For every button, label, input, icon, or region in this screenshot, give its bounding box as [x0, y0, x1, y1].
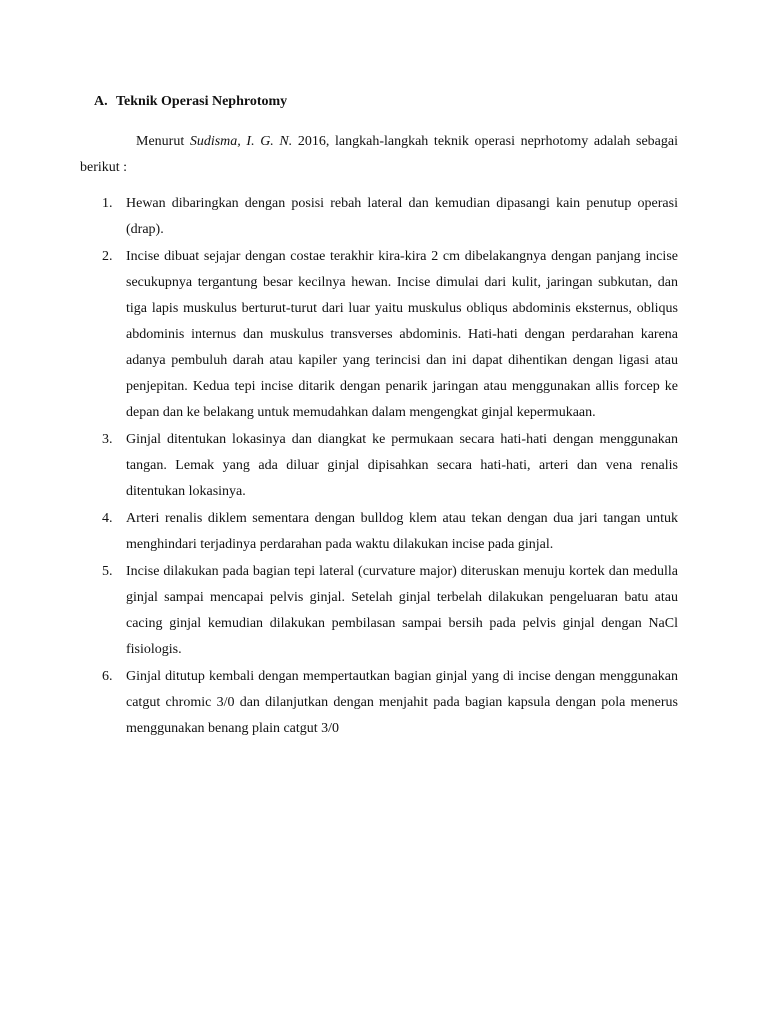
list-item	[80, 506, 678, 558]
step-number: 3.	[102, 432, 113, 447]
section-letter: A.	[94, 94, 108, 109]
section-title: Teknik Operasi Nephrotomy	[116, 94, 288, 109]
step-text: Arteri renalis diklem sementara dengan bulldog klem atau tekan dengan dua jari tangan untuk menghindari terjadinya perdarahan pada waktu dilakukan incise pada ginjal.	[126, 511, 678, 552]
step-text: Incise dibuat sejajar dengan costae terakhir kira-kira 2 cm dibelakangnya dengan panjang incise secukupnya tergantung besar kecilnya hewan. Incise dimulai dari kulit, jaringan subkutan, dan tiga lapis muskulus berturut-turut dari luar yaitu muskulus obliqus abdominis eksternus, obliqus abdominis internus dan muskulus transverses abdominis. Hati-hati dengan perdarahan karena adanya pembuluh darah atau kapiler yang terincisi dan ini dapat dihentikan dengan ligasi atau penjepitan. Kedua tepi incise ditarik dengan penarik jaringan atau menggunakan allis forcep ke depan dan ke belakang untuk memudahkan dalam mengengkat ginjal kepermukaan.	[126, 249, 678, 420]
step-number: 2.	[102, 249, 113, 264]
step-number: 6.	[102, 669, 113, 684]
list-item	[80, 559, 678, 663]
list-item	[80, 244, 678, 426]
intro-citation: Sudisma, I. G. N.	[189, 134, 293, 149]
steps-list	[80, 191, 678, 743]
list-item	[80, 664, 678, 742]
step-text: Ginjal ditutup kembali dengan mempertautkan bagian ginjal yang di incise dengan menggunakan catgut chromic 3/0 dan dilanjutkan dengan menjahit pada bagian kapsula dengan pola menerus menggunakan benang plain catgut 3/0	[126, 669, 678, 736]
step-text: Ginjal ditentukan lokasinya dan diangkat ke permukaan secara hati-hati dengan menggunakan tangan. Lemak yang ada diluar ginjal dipisahkan secara hati-hati, arteri dan vena renalis ditentukan lokasinya.	[126, 432, 678, 499]
list-item	[80, 427, 678, 505]
list-item	[80, 191, 678, 243]
section-heading	[94, 93, 287, 111]
step-number: 4.	[102, 511, 113, 526]
intro-prefix: Menurut	[136, 134, 190, 149]
step-text: Hewan dibaringkan dengan posisi rebah lateral dan kemudian dipasangi kain penutup operasi (drap).	[126, 196, 678, 237]
intro-paragraph	[80, 129, 678, 181]
step-number: 1.	[102, 196, 113, 211]
step-number: 5.	[102, 564, 113, 579]
step-text: Incise dilakukan pada bagian tepi lateral (curvature major) diteruskan menuju kortek dan medulla ginjal sampai mencapai pelvis ginjal. Setelah ginjal terbelah dilakukan pengeluaran batu atau cacing ginjal kemudian dilakukan pembilasan sampai bersih pada pelvis ginjal dengan NaCl fisiologis.	[126, 564, 678, 657]
intro-suffix: 2016, langkah-langkah teknik operasi neprhotomy adalah sebagai berikut :	[80, 134, 678, 175]
